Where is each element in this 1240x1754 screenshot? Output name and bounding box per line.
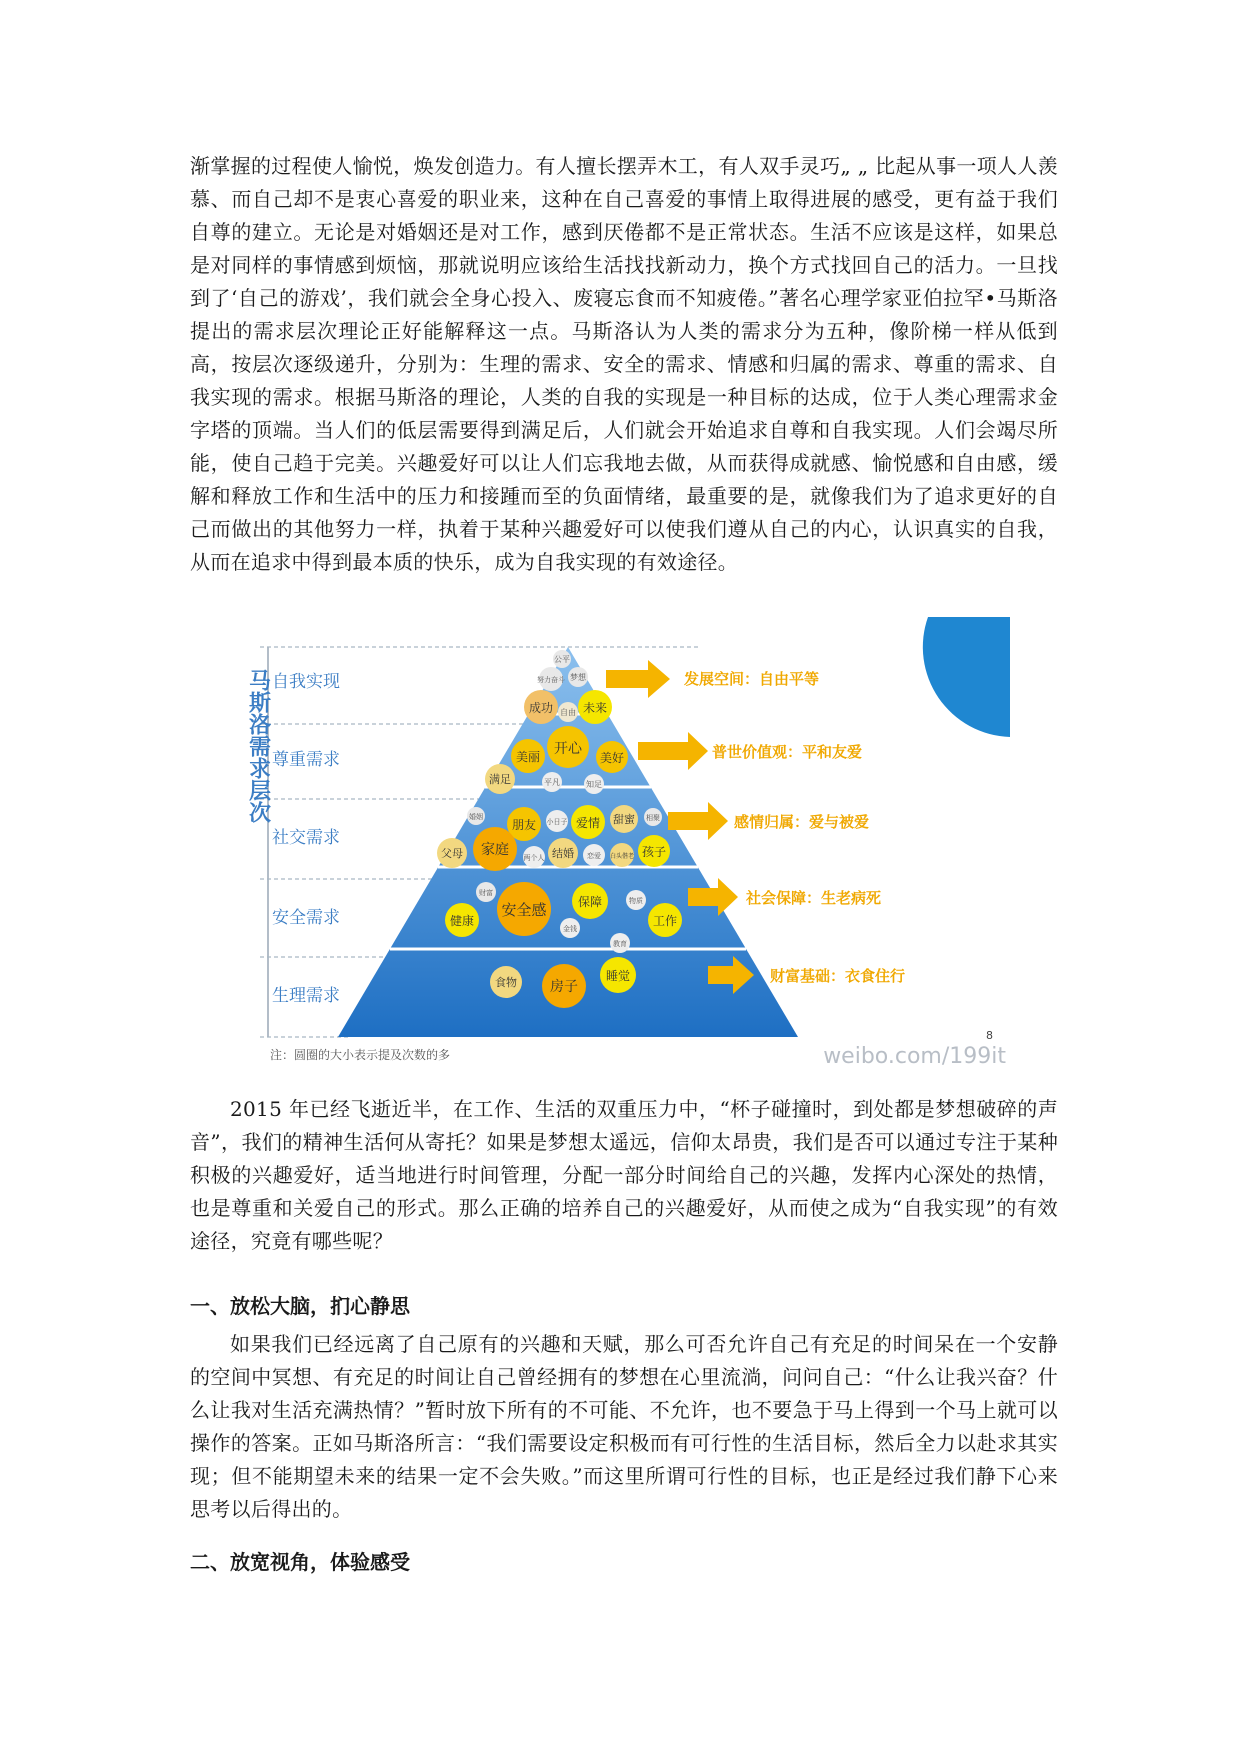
arrow-text-esteem: 普世价值观：平和友爱 (712, 743, 863, 761)
bubble-label: 梦想 (570, 673, 586, 682)
arrow-text-social: 感情归属：爱与被爱 (734, 813, 870, 831)
bubble-label: 两个人 (523, 854, 545, 862)
bubble-label: 公平 (554, 655, 570, 664)
vertical-title (246, 669, 271, 824)
bubble-label: 工作 (652, 914, 678, 928)
bubble-label: 成功 (528, 701, 554, 715)
arrow-text-safety: 社会保障：生老病死 (746, 889, 882, 907)
section-heading-1: 一、放松大脑，扪心静思 (190, 1294, 410, 1318)
arrow-text-physiological: 财富基础：衣食住行 (770, 967, 906, 985)
bubble-label: 美丽 (515, 750, 541, 764)
arrow-text-self-actualization: 发展空间：自由平等 (684, 670, 820, 688)
bubble-label: 未来 (582, 701, 608, 715)
level-label-social: 社交需求 (272, 828, 340, 848)
level-label-safety: 安全需求 (272, 908, 340, 928)
bubble-label: 父母 (441, 847, 463, 860)
bubble-label: 安全感 (501, 901, 547, 919)
bubble-label: 满足 (489, 773, 511, 786)
bubble-label: 平凡 (544, 778, 560, 787)
arrow-self-actualization (606, 660, 670, 698)
bubble-label: 房子 (550, 979, 578, 995)
paragraph-maslow-intro: 渐掌握的过程使人愉悦，焕发创造力。有人擅长摆弄木工，有人双手灵巧„ „ 比起从事一项人人羡慕、而自己却不是衷心喜爱的职业来，这种在自己喜爱的事情上取得进展的感受，更有益于我们自尊的建立。无论是对婚姻还是对工作，感到厌倦都不是正常状态。生活不应该是这样，如果总是对同样的事情感到烦恼，那就说明应该给生活找找新动力，换个方式找回自己的活力。一旦找到了‘自己的游戏’，我们就会全身心投入、废寝忘食而不知疲倦。”著名心理学家亚伯拉罕•马斯洛提出的需求层次理论正好能解释这一点。马斯洛认为人类的需求分为五种，像阶梯一样从低到高，按层次逐级递升，分别为：生理的需求、安全的需求、情感和归属的需求、尊重的需求、自我实现的需求。根据马斯洛的理论，人类的自我的实现是一种目标的达成，位于人类心理需求金字塔的顶端。当人们的低层需要得到满足后，人们就会开始追求自尊和自我实现。人们会竭尽所能，使自己趋于完美。兴趣爱好可以让人们忘我地去做，从而获得成就感、愉悦感和自由感，缓解和释放工作和生活中的压力和接踵而至的负面情绪，最重要的是，就像我们为了追求更好的自己而做出的其他努力一样，执着于某种兴趣爱好可以使我们遵从自己的内心，认识真实的自我，从而在追求中得到最本质的快乐，成为自我实现的有效途径。 (190, 154, 1058, 574)
bubble-label: 相聚 (646, 814, 660, 822)
bubble-label: 开心 (554, 741, 582, 757)
bubble-label: 家庭 (481, 842, 509, 858)
bubble-label: 甜蜜 (613, 813, 635, 826)
level-label-physiological: 生理需求 (272, 986, 340, 1006)
corner-decoration (923, 617, 1010, 737)
bubble-label: 物质 (629, 897, 643, 905)
bubble-label: 朋友 (511, 818, 537, 832)
bubble-label: 睡觉 (605, 969, 631, 983)
bubble-label: 金钱 (563, 925, 577, 933)
bubble-label: 知足 (586, 780, 602, 789)
maslow-pyramid-figure (238, 617, 1010, 1069)
bubble-label: 食物 (495, 976, 517, 989)
paragraph-relax: 如果我们已经远离了自己原有的兴趣和天赋，那么可否允许自己有充足的时间呆在一个安静的空间中冥想、有充足的时间让自己曾经拥有的梦想在心里流淌，问问自己：“什么让我兴奋？什么让我对生活充满热情？”暂时放下所有的不可能、不允许，也不要急于马上得到一个马上就可以操作的答案。正如马斯洛所言：“我们需要设定积极而有可行性的生活目标，然后全力以赴求其实现；但不能期望未来的结果一定不会失败。”而这里所谓可行性的目标，也正是经过我们静下心来思考以后得出的。 (190, 1332, 1058, 1521)
bubble-label: 白头偕老 (609, 853, 635, 860)
bubble-label: 美好 (599, 751, 625, 765)
bubble-label: 恋爱 (587, 852, 601, 860)
bubble-label: 结婚 (552, 847, 574, 860)
bubble-label: 孩子 (641, 845, 667, 859)
bubble-label: 教育 (613, 940, 627, 948)
paragraph-2015: 2015 年已经飞逝近半，在工作、生活的双重压力中，“杯子碰撞时，到处都是梦想破碎的声音”，我们的精神生活何从寄托？如果是梦想太遥远，信仰太昂贵，我们是否可以通过专注于某种积极的兴趣爱好，适当地进行时间管理，分配一部分时间给自己的兴趣，发挥内心深处的热情，也是尊重和关爱自己的形式。那么正确的培养自己的兴趣爱好，从而使之成为“自我实现”的有效途径，究竟有哪些呢？ (190, 1097, 1058, 1253)
figure-note: 注：圆圈的大小表示提及次数的多 (270, 1048, 451, 1062)
level-label-esteem: 尊重需求 (272, 750, 340, 770)
bubble-label: 保障 (577, 895, 603, 909)
level-label-self-actualization: 自我实现 (272, 672, 340, 692)
bubble-label: 自由 (560, 708, 576, 717)
bubble-label: 小日子 (546, 818, 568, 826)
bubble-label: 努力奋斗 (537, 676, 565, 684)
bubble-label: 财富 (479, 889, 493, 897)
level-labels (272, 672, 340, 1006)
section-heading-2: 二、放宽视角，体验感受 (190, 1550, 410, 1574)
watermark: weibo.com/199it (823, 1044, 1006, 1069)
figure-page-mark: 8 (986, 1029, 993, 1042)
arrow-esteem (638, 732, 708, 770)
bubble-label: 婚姻 (469, 813, 483, 821)
bubble-label: 爱情 (575, 816, 601, 830)
bubble-label: 健康 (449, 914, 475, 928)
vertical-title-text: 马斯洛需求层次 (245, 669, 271, 823)
maslow-pyramid-svg (238, 617, 1010, 1069)
